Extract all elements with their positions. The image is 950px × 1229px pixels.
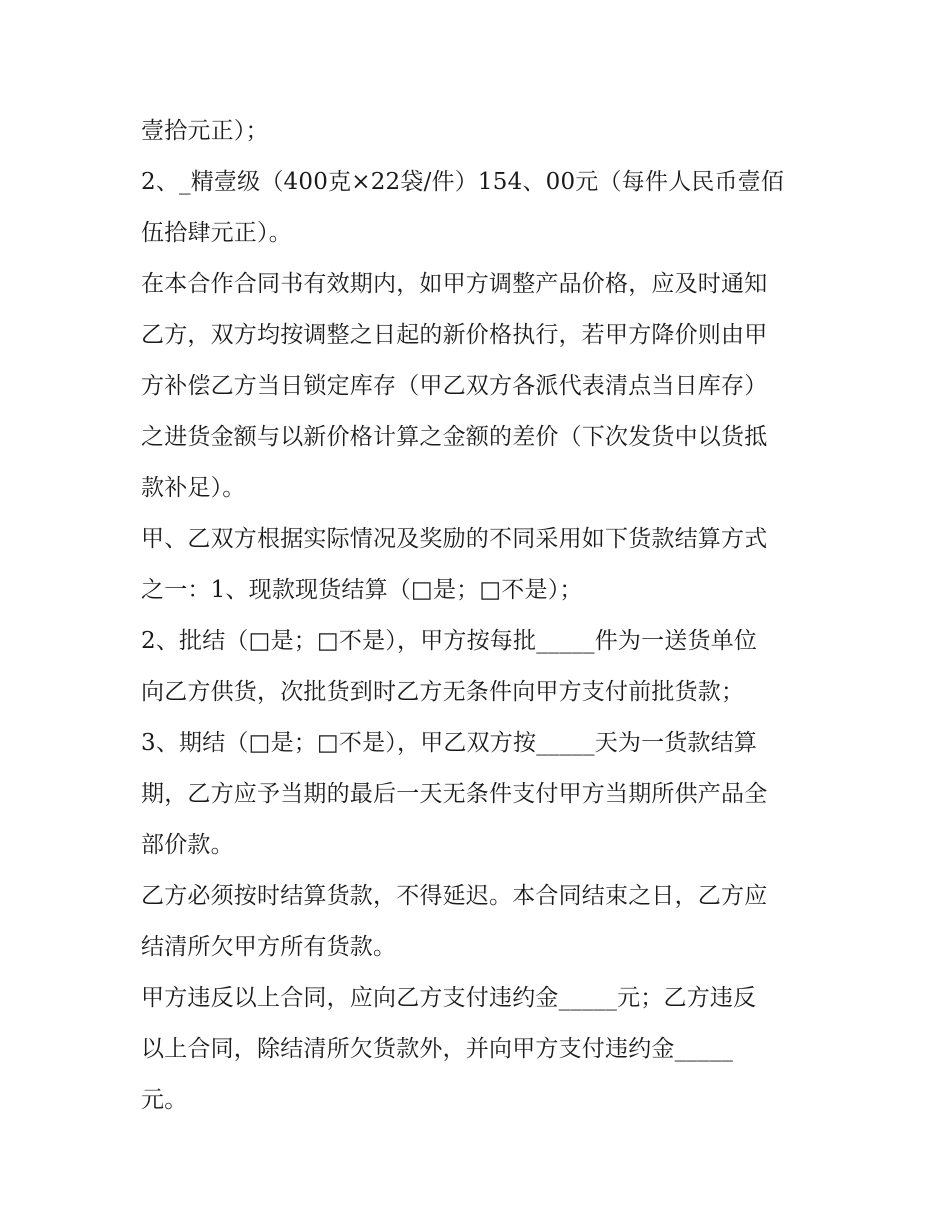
text-line: 之进货金额与以新价格计算之金额的差价（下次发货中以货抵 (141, 424, 768, 450)
text-line: 壹拾元正）； (141, 118, 269, 144)
text-line: 结清所欠甲方所有货款。 (141, 934, 397, 960)
text-line: 乙方必须按时结算货款，不得延迟。本合同结束之日，乙方应 (141, 883, 768, 909)
text-line: 2、_精壹级（400克×22袋/件）154、00元（每件人民币壹佰 (141, 169, 785, 195)
text-line: 之一：1、现款现货结算（□是；□不是）； (141, 577, 583, 603)
text-line: 向乙方供货，次批货到时乙方无条件向甲方支付前批货款； (141, 679, 745, 705)
text-line: 部价款。 (141, 832, 234, 858)
text-line: 2、批结（□是；□不是），甲方按每批_____件为一送货单位 (141, 628, 758, 654)
text-line: 款补足）。 (141, 475, 246, 501)
text-line: 元。 (141, 1087, 188, 1113)
text-line: 乙方，双方均按调整之日起的新价格执行，若甲方降价则由甲 (141, 322, 768, 348)
text-line: 3、期结（□是；□不是），甲乙双方按_____天为一货款结算 (141, 730, 758, 756)
text-line: 方补偿乙方当日锁定库存（甲乙双方各派代表清点当日库存） (141, 373, 768, 399)
text-line: 在本合作合同书有效期内，如甲方调整产品价格，应及时通知 (141, 271, 768, 297)
text-line: 甲方违反以上合同，应向乙方支付违约金_____元；乙方违反 (141, 985, 757, 1011)
text-line: 甲、乙双方根据实际情况及奖励的不同采用如下货款结算方式 (141, 526, 768, 552)
text-line: 以上合同，除结清所欠货款外，并向甲方支付违约金_____ (141, 1036, 734, 1062)
text-line: 期，乙方应予当期的最后一天无条件支付甲方当期所供产品全 (141, 781, 768, 807)
text-line: 伍拾肆元正）。 (141, 220, 292, 246)
document-body (141, 106, 831, 1126)
